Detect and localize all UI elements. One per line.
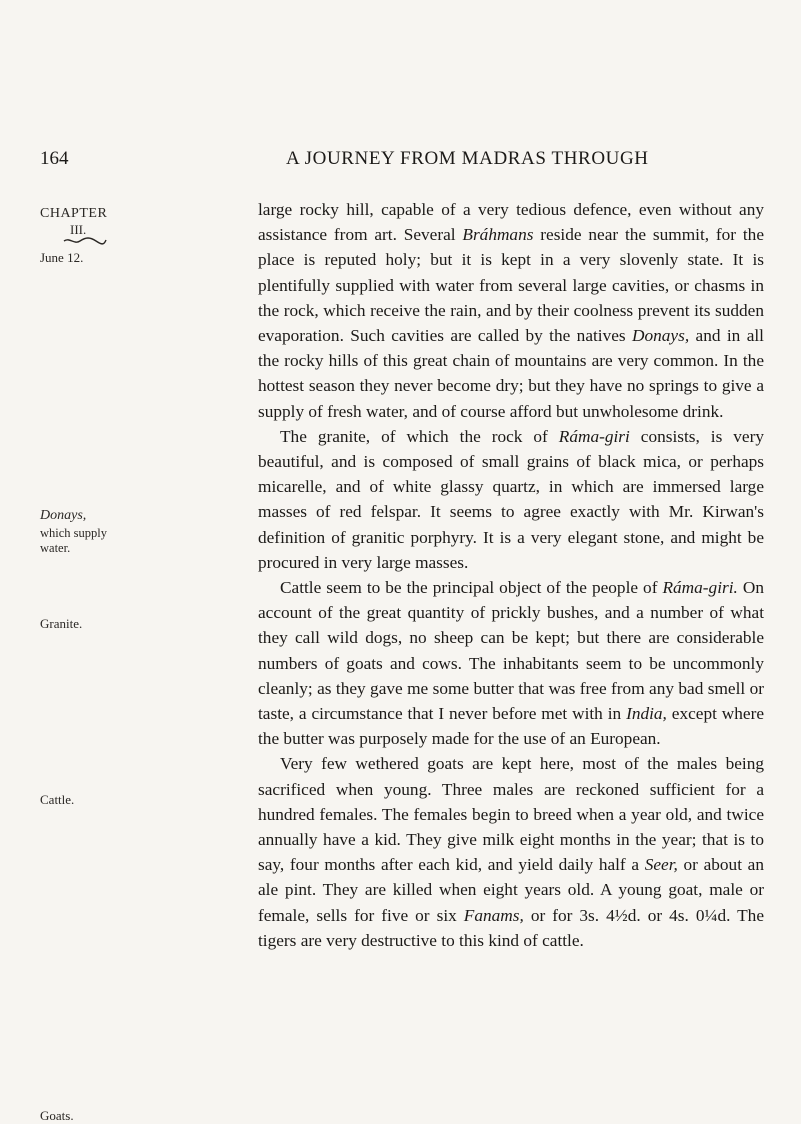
italic-term-india: India, <box>626 704 667 724</box>
paragraph-donays <box>258 197 764 424</box>
italic-term-ramagiri: Ráma-giri <box>558 426 630 446</box>
margin-note-cattle: Cattle. <box>40 792 75 807</box>
text-run: The granite, of which the rock of <box>280 426 559 446</box>
running-title: A JOURNEY FROM MADRAS THROUGH <box>286 148 649 169</box>
body-text <box>258 197 764 953</box>
margin-note-donays-line1: which supply <box>40 526 108 540</box>
text-run: Cattle seem to be the principal object of the people of <box>280 578 663 598</box>
text-run: Very few wethered goats are kept here, most of the males being sacrificed when young. Three males are reckoned sufficient for a hundred females. The females begin to breed when a year old, and twice annually have a kid. They give milk eight months in the year; that is to say, four months after each kid, and yield daily half a <box>258 754 764 875</box>
margin-note-goats: Goats. <box>40 1108 74 1123</box>
chapter-number: III. <box>70 222 87 237</box>
paragraph-granite <box>258 424 764 575</box>
italic-term-seer: Seer, <box>644 855 678 875</box>
text-run: or about an ale pint. They are killed when eight years old. A young goat, male or female, sells for five or six <box>258 855 764 925</box>
page-number: 164 <box>40 148 69 169</box>
text-run: or for 3s. 4½d. or 4s. 0¼d. The tigers are very destructive to this kind of cattle. <box>258 905 764 950</box>
text-run: except where the butter was purposely made for the use of an European. <box>258 704 764 749</box>
paragraph-cattle <box>258 575 764 751</box>
margin-note-granite: Granite. <box>40 616 83 631</box>
text-run: On account of the great quantity of prickly bushes, and a number of what they call wild dogs, no sheep can be kept; but there are considerable numbers of goats and cows. The inhabitants seem to be uncommonly cleanly; as they gave me some butter that was free from any bad smell or taste, a circumstance that I never before met with in <box>258 578 764 724</box>
italic-term-ramagiri: Ráma-giri. <box>662 578 738 598</box>
chapter-label: CHAPTER <box>40 206 108 221</box>
text-run: consists, is very beautiful, and is composed of small grains of black mica, or perhaps micarelle, and of white glassy quartz, in which are immersed large masses of red felspar. It seems to agree exactly with Mr. Kirwan's definition of granitic porphyry. It is a very elegant stone, and might be procured in very large masses. <box>258 426 764 572</box>
italic-term-brahmans: Bráhmans <box>462 225 534 245</box>
italic-term-donays: Donays, <box>632 326 690 346</box>
margin-note-donays-line2: water. <box>40 541 71 555</box>
page-header <box>40 148 760 178</box>
flourish-ornament <box>62 236 108 246</box>
text-run: and in all the rocky hills of this great chain of mountains are very common. In the hottest season they never become dry; but they have no springs to give a supply of fresh water, and of course afford but unwholesome drink. <box>258 326 764 421</box>
italic-term-fanams: Fanams, <box>463 905 524 925</box>
text-run: large rocky hill, capable of a very tedious defence, even without any assistance from art. Several <box>258 200 764 245</box>
margin-note-donays-title: Donays, <box>40 508 87 523</box>
text-run: reside near the summit, for the place is reputed holy; but it is kept in a very slovenly state. It is plentifully supplied with water from several large cavities, or chasms in the rock, which receive the rain, and by their coolness prevent its sudden evaporation. Such cavities are called by the natives <box>258 225 764 346</box>
paragraph-goats <box>258 751 764 953</box>
margin-date: June 12. <box>40 250 84 265</box>
